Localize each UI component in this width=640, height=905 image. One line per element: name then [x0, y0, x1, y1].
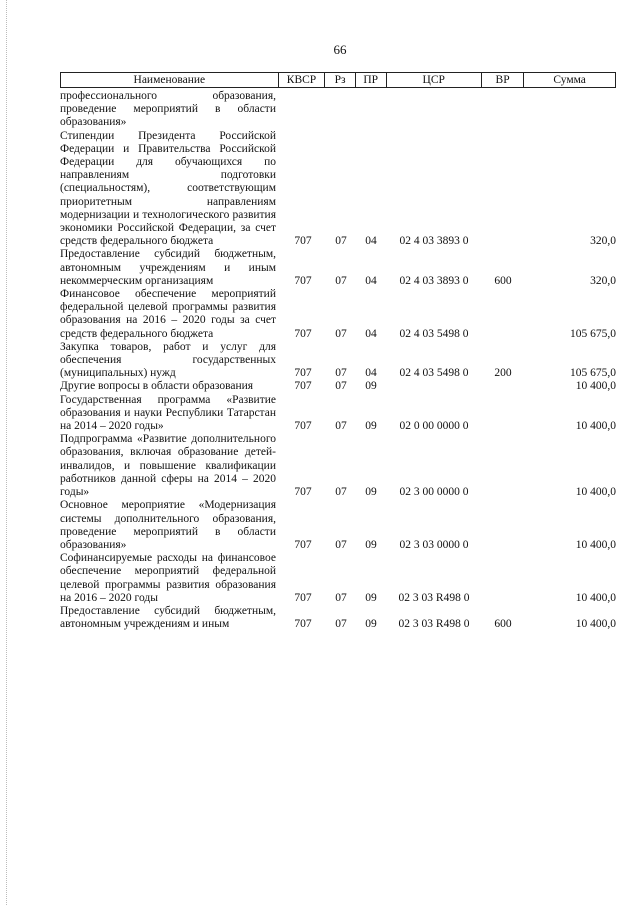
header-vr: ВР: [481, 73, 523, 88]
cell-csr: 02 4 03 5498 0: [399, 367, 469, 380]
cell-kvsr: 707: [294, 618, 312, 631]
table-body: [60, 90, 616, 631]
cell-vr: [482, 288, 524, 341]
cell-name: Стипендии Президента Российской Федерации и Правительства Российской Федерации для обучающихся по направлениям подготовки (специальностям), соответствующим приоритетным направлениям модернизации и технологического развития экономики Российской Федерации, за счет средств федерального бюджета: [60, 129, 276, 248]
table-row: [60, 394, 616, 434]
cell-sum: 10 400,0: [575, 591, 616, 604]
cell-name: профессионального образования, проведение мероприятий в области образования»: [60, 90, 276, 129]
cell-name: Предоставление субсидий бюджетным, автономным учреждениям и иным: [60, 604, 276, 631]
header-pr: ПР: [355, 73, 386, 88]
header-csr: ЦСР: [386, 73, 481, 88]
table-row: [60, 433, 616, 499]
cell-sum: 105 675,0: [570, 367, 616, 380]
cell-rz: 07: [335, 538, 347, 551]
cell-rz: 07: [335, 618, 347, 631]
cell-sum: 10 400,0: [575, 538, 616, 551]
cell-rz: 07: [335, 235, 347, 248]
cell-sum: 105 675,0: [570, 327, 616, 340]
cell-sum: [524, 90, 616, 130]
table-header: [60, 72, 616, 88]
table-row: [60, 380, 616, 393]
cell-rz: 07: [335, 380, 347, 393]
cell-vr: [482, 552, 524, 605]
cell-name: Основное мероприятие «Модернизация системы дополнительного образования, проведение мероприятий в области образования»: [60, 499, 276, 551]
cell-kvsr: 707: [294, 420, 312, 433]
cell-vr: [482, 394, 524, 434]
cell-sum: 10 400,0: [575, 618, 616, 631]
cell-csr: 02 4 03 3893 0: [399, 274, 469, 287]
cell-name: Закупка товаров, работ и услуг для обеспечения государственных (муниципальных) нужд: [60, 340, 276, 380]
cell-pr: 04: [365, 367, 377, 380]
cell-kvsr: 707: [294, 327, 312, 340]
cell-vr: [482, 499, 524, 552]
cell-csr: 02 3 00 0000 0: [399, 486, 469, 499]
table-row: [60, 130, 616, 249]
cell-name: Предоставление субсидий бюджетным, автономным учреждениям и иным некоммерческим организациям: [60, 248, 276, 287]
cell-pr: 09: [365, 420, 377, 433]
table-row: [60, 499, 616, 552]
cell-csr: 02 3 03 0000 0: [399, 538, 469, 551]
header-sum: Сумма: [524, 73, 616, 88]
cell-pr: 09: [365, 591, 377, 604]
cell-rz: 07: [335, 591, 347, 604]
cell-kvsr: 707: [294, 235, 312, 248]
cell-name: Государственная программа «Развитие образования и науки Республики Татарстан на 2014 – 2020 годы»: [60, 393, 276, 433]
header-kvsr: КВСР: [278, 73, 325, 88]
cell-name: Подпрограмма «Развитие дополнительного образования, включая образование детей-инвалидов, и повышение квалификации работников данной сферы на 2014 – 2020 годы»: [60, 433, 276, 499]
cell-name: Другие вопросы в области образования: [60, 380, 254, 393]
table-row: [60, 605, 616, 631]
cell-vr: [482, 433, 524, 499]
scan-edge-line: [6, 0, 7, 905]
cell-vr: [482, 90, 524, 130]
cell-csr: 02 3 03 R498 0: [398, 618, 470, 631]
cell-sum: 10 400,0: [575, 380, 616, 393]
cell-rz: 07: [335, 367, 347, 380]
cell-rz: [326, 90, 356, 130]
table-row: [60, 90, 616, 130]
cell-pr: 09: [365, 538, 377, 551]
cell-pr: 04: [365, 235, 377, 248]
page-number: 66: [333, 42, 347, 57]
cell-csr: [386, 90, 482, 130]
cell-vr: [482, 380, 524, 393]
cell-kvsr: 707: [294, 274, 312, 287]
cell-pr: [356, 90, 386, 130]
cell-rz: 07: [335, 274, 347, 287]
table-row: [60, 248, 616, 288]
cell-csr: 02 3 03 R498 0: [398, 591, 470, 604]
cell-kvsr: 707: [294, 367, 312, 380]
cell-name: Софинансируемые расходы на финансовое обеспечение мероприятий федеральной целевой программы развития образования на 2016 – 2020 годы: [60, 552, 276, 604]
cell-pr: 04: [365, 274, 377, 287]
cell-vr: 600: [494, 618, 512, 631]
cell-sum: 320,0: [590, 274, 616, 287]
cell-pr: 04: [365, 327, 377, 340]
cell-vr: 600: [494, 274, 512, 287]
cell-pr: 09: [365, 486, 377, 499]
cell-csr: [386, 380, 482, 393]
header-name: Наименование: [61, 73, 279, 88]
cell-kvsr: [280, 90, 326, 130]
cell-vr: 200: [494, 367, 512, 380]
cell-csr: 02 0 00 0000 0: [399, 420, 469, 433]
cell-rz: 07: [335, 327, 347, 340]
cell-kvsr: 707: [294, 538, 312, 551]
cell-sum: 10 400,0: [575, 486, 616, 499]
header-rz: Рз: [325, 73, 356, 88]
cell-kvsr: 707: [294, 486, 312, 499]
cell-rz: 07: [335, 486, 347, 499]
cell-pr: 09: [365, 618, 377, 631]
cell-rz: 07: [335, 420, 347, 433]
cell-pr: 09: [365, 380, 377, 393]
table-row: [60, 341, 616, 381]
cell-csr: 02 4 03 5498 0: [399, 327, 469, 340]
cell-kvsr: 707: [294, 380, 312, 393]
cell-sum: 10 400,0: [575, 420, 616, 433]
cell-csr: 02 4 03 3893 0: [399, 235, 469, 248]
cell-kvsr: 707: [294, 591, 312, 604]
table-row: [60, 288, 616, 341]
table-row: [60, 552, 616, 605]
cell-vr: [482, 130, 524, 249]
cell-sum: 320,0: [590, 235, 616, 248]
cell-name: Финансовое обеспечение мероприятий федеральной целевой программы развития образования на 2016 – 2020 годы за счет средств федерального бюджета: [60, 288, 276, 340]
